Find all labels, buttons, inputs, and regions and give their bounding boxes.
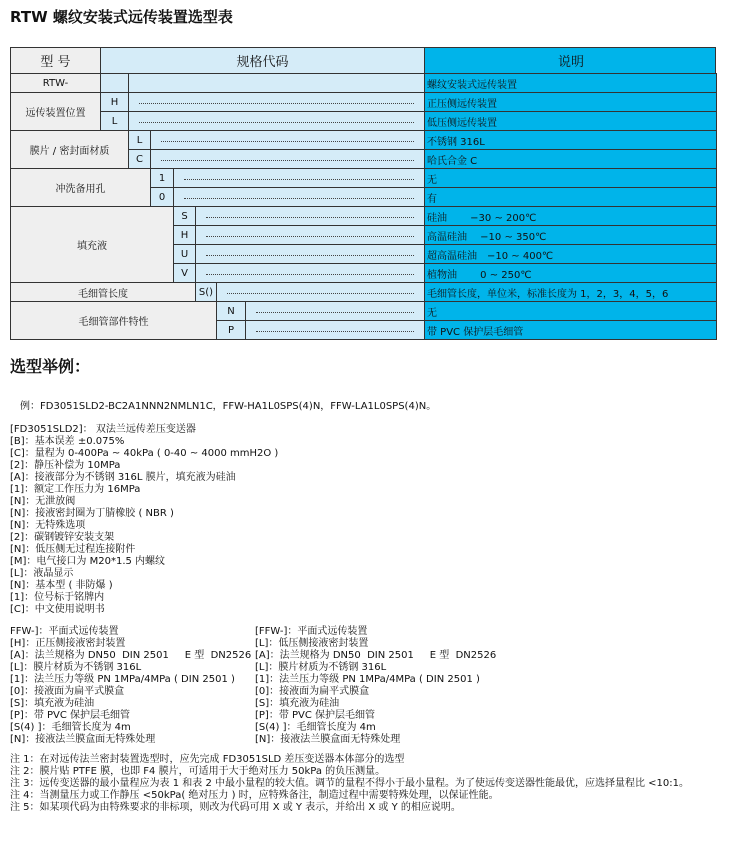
- selection-table: [10, 47, 716, 338]
- option-code: S: [173, 206, 196, 226]
- example-heading: 选型举例：: [10, 357, 91, 376]
- option-dots: [195, 225, 425, 245]
- option-code: 1: [150, 168, 174, 188]
- text-line: [0]：接液面为扁平式膜盒: [255, 686, 370, 697]
- option-desc: 正压侧远传装置: [424, 92, 717, 112]
- page-title: RTW 螺纹安装式远传装置选型表: [10, 8, 233, 26]
- group-label: RTW-: [10, 73, 101, 93]
- high-side-list: [10, 626, 251, 746]
- text-line: [C]：量程为 0-400Pa ~ 40kPa ( 0-40 ~ 4000 mmH2O ): [10, 448, 279, 459]
- option-dots: [150, 149, 425, 169]
- group-label: 远传装置位置: [10, 92, 101, 131]
- dotted-leader: [256, 312, 414, 313]
- text-line: [N]：无泄放阀: [10, 496, 76, 507]
- text-line: 注 5：如某项代码为由特殊要求的非标项，则改为代码可用 X 或 Y 表示，并给出 X 或 Y 的相应说明。: [10, 802, 461, 813]
- text-line: [P]：带 PVC 保护层毛细管: [10, 710, 131, 721]
- option-desc: 低压侧远传装置: [424, 111, 717, 131]
- dotted-leader: [227, 293, 414, 294]
- text-line: [0]：接液面为扁平式膜盒: [10, 686, 125, 697]
- main-code-list: [10, 424, 278, 616]
- text-line: [H]：正压侧接液密封装置: [10, 638, 126, 649]
- dotted-leader: [206, 217, 414, 218]
- dotted-leader: [206, 274, 414, 275]
- dotted-leader: [184, 198, 414, 199]
- text-line: [2]：碳钢镀锌安装支架: [10, 532, 115, 543]
- header-desc: 说明: [424, 47, 716, 74]
- text-line: [1]：额定工作压力为 16MPa: [10, 484, 141, 495]
- text-line: [S]：填充液为硅油: [10, 698, 95, 709]
- option-desc: 植物油 0 ~ 250℃: [424, 263, 717, 283]
- option-code: C: [128, 149, 151, 169]
- option-desc: 毛细管长度，单位米，标准长度为 1，2，3，4，5，6: [424, 282, 717, 302]
- option-desc: 不锈钢 316L: [424, 130, 717, 150]
- option-code: H: [173, 225, 196, 245]
- text-line: [N]：接液法兰膜盒面无特殊处理: [255, 734, 401, 745]
- header-model: 型 号: [10, 47, 101, 74]
- group-label: 冲洗备用孔: [10, 168, 151, 207]
- group-label: 膜片 / 密封面材质: [10, 130, 129, 169]
- text-line: [L]：液晶显示: [10, 568, 74, 579]
- dotted-leader: [184, 179, 414, 180]
- text-line: [S(4) ]：毛细管长度为 4m: [10, 722, 131, 733]
- text-line: [1]：法兰压力等级 PN 1MPa/4MPa ( DIN 2501 ): [10, 674, 235, 685]
- option-dots: [150, 130, 425, 150]
- dotted-leader: [206, 236, 414, 237]
- text-line: [L]：膜片材质为不锈钢 316L: [255, 662, 387, 673]
- option-code: H: [100, 92, 129, 112]
- text-line: 注 4：当测量压力或工作静压 <50kPa( 绝对压力 ) 时，应特殊备注，制造过程中需要特殊处理，以保证性能。: [10, 790, 499, 801]
- option-desc: 螺纹安装式远传装置: [424, 73, 717, 93]
- option-code: N: [216, 301, 246, 321]
- text-line: 注 1：在对远传法兰密封装置选型时，应先完成 FD3051SLD 差压变送器本体部分的选型: [10, 754, 405, 765]
- group-label: 填充液: [10, 206, 174, 283]
- text-line: [N]：接液法兰膜盒面无特殊处理: [10, 734, 156, 745]
- text-line: 注 2：膜片贴 PTFE 膜，也即 F4 膜片，可适用于大于绝对压力 50kPa 的负压测量。: [10, 766, 386, 777]
- text-line: [FFW-]：平面式远传装置: [255, 626, 368, 637]
- text-line: [1]：位号标于铭牌内: [10, 592, 105, 603]
- option-desc: 有: [424, 187, 717, 207]
- dotted-leader: [161, 141, 414, 142]
- text-line: [L]：膜片材质为不锈钢 316L: [10, 662, 142, 673]
- option-dots: [173, 187, 425, 207]
- option-code: 0: [150, 187, 174, 207]
- text-line: FFW-]：平面式远传装置: [10, 626, 119, 637]
- option-desc: 带 PVC 保护层毛细管: [424, 320, 717, 340]
- text-line: [P]：带 PVC 保护层毛细管: [255, 710, 376, 721]
- dotted-leader: [139, 122, 414, 123]
- option-code: V: [173, 263, 196, 283]
- option-code: [100, 73, 129, 93]
- notes-list: [10, 754, 689, 814]
- option-dots: [216, 282, 425, 302]
- option-desc: 无: [424, 168, 717, 188]
- text-line: [S(4) ]：毛细管长度为 4m: [255, 722, 376, 733]
- text-line: [S]：填充液为硅油: [255, 698, 340, 709]
- group-label: 毛细管部件特性: [10, 301, 217, 340]
- option-dots: [195, 263, 425, 283]
- text-line: [N]：基本型 ( 非防爆 ): [10, 580, 113, 591]
- low-side-list: [255, 626, 496, 746]
- option-code: P: [216, 320, 246, 340]
- text-line: [2]：静压补偿为 10MPa: [10, 460, 121, 471]
- text-line: [A]：法兰规格为 DN50 DIN 2501 E 型 DN2526: [10, 650, 252, 661]
- text-line: [L]：低压侧接液密封装置: [255, 638, 369, 649]
- text-line: [1]：法兰压力等级 PN 1MPa/4MPa ( DIN 2501 ): [255, 674, 480, 685]
- option-desc: 高温硅油 −10 ~ 350℃: [424, 225, 717, 245]
- option-code: L: [100, 111, 129, 131]
- header-code: 规格代码: [100, 47, 425, 74]
- text-line: 注 3：远传变送器的最小量程应为表 1 和表 2 中最小量程的较大值。调节的量程不得小于最小量程。为了使远传变送器性能最优，应选择量程比 <10:1。: [10, 778, 689, 789]
- option-dots: [128, 111, 425, 131]
- option-desc: 硅油 −30 ~ 200℃: [424, 206, 717, 226]
- text-line: [C]：中文使用说明书: [10, 604, 105, 615]
- dotted-leader: [161, 160, 414, 161]
- text-line: [N]：无特殊选项: [10, 520, 86, 531]
- text-line: [N]：接液密封圈为丁腈橡胶 ( NBR ): [10, 508, 174, 519]
- group-label: 毛细管长度: [10, 282, 196, 302]
- example-line: 例：FD3051SLD2-BC2A1NNN2NMLN1C，FFW-HA1L0SPS(4)N，FFW-LA1L0SPS(4)N。: [20, 401, 437, 412]
- option-dots: [245, 320, 425, 340]
- option-dots: [195, 244, 425, 264]
- option-code: U: [173, 244, 196, 264]
- option-code: L: [128, 130, 151, 150]
- text-line: [M]：电气接口为 M20*1.5 内螺纹: [10, 556, 166, 567]
- text-line: [A]：法兰规格为 DN50 DIN 2501 E 型 DN2526: [255, 650, 497, 661]
- option-dots: [195, 206, 425, 226]
- option-desc: 超高温硅油 −10 ~ 400℃: [424, 244, 717, 264]
- option-dots: [128, 92, 425, 112]
- option-dots: [173, 168, 425, 188]
- option-desc: 无: [424, 301, 717, 321]
- text-line: [N]：低压侧无过程连接附件: [10, 544, 136, 555]
- dotted-leader: [206, 255, 414, 256]
- dotted-leader: [256, 331, 414, 332]
- dotted-leader: [139, 103, 414, 104]
- option-dots: [128, 73, 425, 93]
- option-desc: 哈氏合金 C: [424, 149, 717, 169]
- text-line: [A]：接液部分为不锈钢 316L 膜片，填充液为硅油: [10, 472, 236, 483]
- text-line: [B]：基本误差 ±0.075%: [10, 436, 125, 447]
- option-code: S(): [195, 282, 217, 302]
- option-dots: [245, 301, 425, 321]
- text-line: [FD3051SLD2]： 双法兰远传差压变送器: [10, 424, 196, 435]
